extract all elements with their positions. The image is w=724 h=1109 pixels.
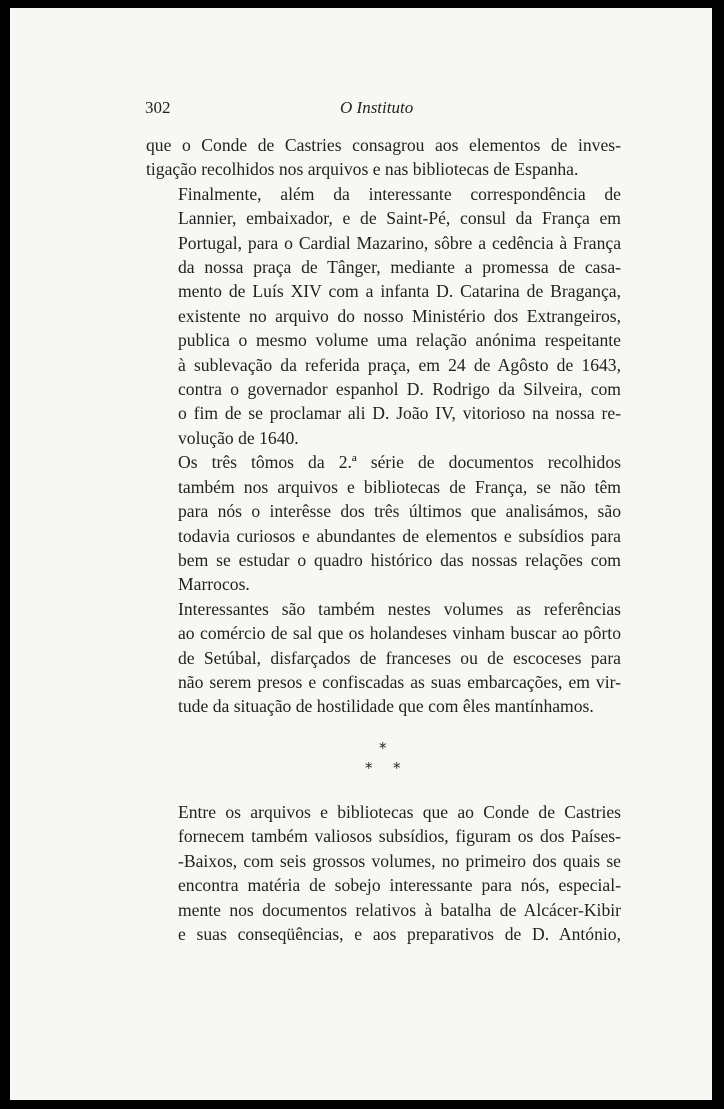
text-line: mento de Luís XIV com a infanta D. Catarina de Bragança,	[178, 281, 621, 302]
paragraph	[146, 450, 621, 596]
paragraph	[146, 597, 621, 719]
asterism-star: *	[393, 759, 401, 777]
text-line: volução de 1640.	[178, 427, 299, 448]
paragraph	[146, 133, 621, 182]
text-line: Finalmente, além da interessante correspondência de	[178, 183, 621, 204]
text-line: de Setúbal, disfarçados de franceses ou de escoceses para	[178, 647, 621, 668]
text-line: ao comércio de sal que os holandeses vinham buscar ao pôrto	[178, 623, 621, 644]
text-line: e suas conseqüências, e aos preparativos de D. António,	[178, 924, 621, 945]
text-block-lower	[146, 800, 621, 946]
text-line: Lannier, embaixador, e de Saint-Pé, consul da França em	[178, 208, 621, 229]
asterism-divider	[363, 735, 409, 781]
text-line: fornecem também valiosos subsídios, figuram os dos Países-	[178, 826, 621, 847]
text-line: não serem presos e confiscadas as suas embarcações, em vir-	[178, 671, 621, 692]
text-line: que o Conde de Castries consagrou aos elementos de inves-	[146, 135, 621, 155]
text-line: da nossa praça de Tânger, mediante a promessa de casa-	[178, 257, 621, 278]
text-line: tigação recolhidos nos arquivos e nas bibliotecas de Espanha.	[146, 159, 579, 180]
text-line: Entre os arquivos e bibliotecas que ao Conde de Castries	[178, 802, 621, 822]
text-line: existente no arquivo do nosso Ministério dos Extrangeiros,	[178, 305, 621, 326]
text-line: à sublevação da referida praça, em 24 de Agôsto de 1643,	[178, 354, 621, 375]
running-title: O Instituto	[340, 98, 414, 117]
paragraph	[146, 800, 621, 946]
asterism-star: *	[365, 759, 373, 777]
text-line: Portugal, para o Cardial Mazarino, sôbre a cedência à França	[178, 232, 621, 253]
text-line: tude da situação de hostilidade que com êles mantínhamos.	[178, 696, 594, 717]
text-line: para nós o interêsse dos três últimos que analisámos, são	[178, 501, 621, 522]
text-line: o fim de se proclamar ali D. João IV, vitorioso na nossa re-	[178, 403, 621, 424]
asterism-star: *	[379, 739, 387, 757]
text-line: também nos arquivos e bibliotecas de França, se não têm	[178, 476, 621, 497]
book-page	[10, 8, 712, 1100]
text-block-upper	[146, 133, 621, 719]
text-line: todavia curiosos e abundantes de elementos e subsídios para	[178, 525, 621, 546]
paragraph	[146, 182, 621, 450]
text-line: Os três tômos da 2.ª série de documentos recolhidos	[178, 452, 621, 473]
text-line: Marrocos.	[178, 574, 250, 595]
text-line: publica o mesmo volume uma relação anónima respeitante	[178, 330, 621, 351]
text-line: mente nos documentos relativos à batalha de Alcácer-Kibir	[178, 899, 621, 920]
text-line: encontra matéria de sobejo interessante para nós, especial-	[178, 875, 621, 896]
text-line: contra o governador espanhol D. Rodrigo da Silveira, com	[178, 379, 621, 400]
page-header	[145, 98, 635, 122]
text-line: Interessantes são também nestes volumes as referências	[178, 598, 621, 619]
text-line: bem se estudar o quadro histórico das nossas relações com	[178, 549, 621, 570]
text-line: -Baixos, com seis grossos volumes, no primeiro dos quais se	[178, 850, 621, 871]
page-number: 302	[145, 98, 171, 117]
